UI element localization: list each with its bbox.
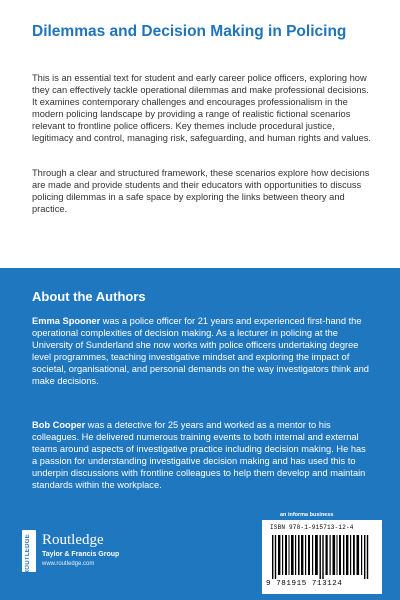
author-name-2: Bob Cooper [32, 420, 86, 430]
author-bio-2-text: was a detective for 25 years and worked as a mentor to his colleagues. He delivered numerous training events to both internal and external teams around aspects of investigative practice including decision making. He has a passion for understanding investigative decision making and has used this to underpin discussions with frontline colleagues to help them develop and maintain standards within the workplace. [32, 420, 366, 490]
description-paragraph-2: Through a clear and structured framework, these scenarios explore how decisions are made and provide students and their educators with opportunities to discuss policing dilemmas in a safe space by exploring the links between theory and practice. [32, 168, 370, 214]
publisher-group: Taylor & Francis Group [42, 551, 120, 558]
barcode [262, 520, 382, 594]
book-title: Dilemmas and Decision Making in Policing [32, 23, 347, 40]
description-paragraph-1: This is an essential text for student and early career police officers, exploring how they can effectively tackle operational dilemmas and make professional decisions. It examines contemporary challenges and encourages professionalism in the modern policing landscape by providing a range of realistic fictional scenarios relevant to frontline police officers. Key themes include procedural justice, legitimacy and control, managing risk, safeguarding, and human rights and values. [32, 73, 372, 143]
author-bio-2 [32, 420, 372, 491]
description-section [0, 0, 400, 268]
barcode-bars-icon [272, 535, 372, 579]
about-heading: About the Authors [32, 289, 146, 304]
routledge-spine-icon: ROUTLEDGE [22, 530, 36, 572]
isbn-text: ISBN 978-1-915713-12-4 [270, 524, 354, 531]
routledge-logo [22, 530, 182, 580]
barcode-digits: 9 781915 713124 [266, 580, 343, 588]
author-name-1: Emma Spooner [32, 316, 101, 326]
author-bio-1-text: was a police officer for 21 years and experienced first-hand the operational complexities of decision making. As a lecturer in policing at the University of Sunderland she now works with police officers undertaking degree level programmes, teaching investigative mindset and exploring the impact of societal, organisational, and personal demands on the way investigators think and make decisions. [32, 316, 369, 386]
informa-business-label: an informa business [280, 512, 334, 518]
about-authors-section [0, 268, 400, 600]
publisher-name: Routledge [42, 532, 104, 548]
publisher-url[interactable]: www.routledge.com [42, 561, 95, 567]
author-bio-1 [32, 316, 372, 387]
